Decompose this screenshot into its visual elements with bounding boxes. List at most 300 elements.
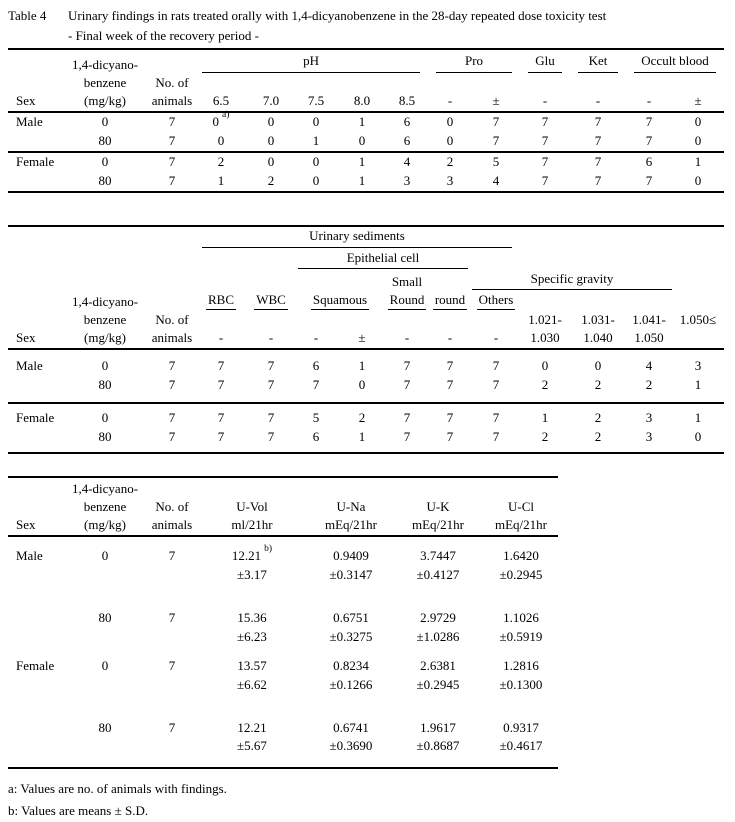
data-cell: 7: [168, 720, 176, 735]
data-cell: ±0.4127: [416, 567, 460, 582]
header-cell: (mg/kg): [60, 517, 150, 536]
data-cell: 7: [312, 377, 320, 392]
data-cell: 1: [694, 377, 702, 392]
header-cell: [150, 292, 194, 312]
data-cell: ±0.4617: [499, 738, 543, 753]
data-cell: 7: [446, 358, 454, 373]
data-cell: 7: [386, 403, 428, 428]
data-cell: [150, 566, 194, 586]
data-cell: 7: [267, 377, 275, 392]
header-cell: Sex: [8, 517, 60, 536]
data-cell: 0: [594, 358, 602, 373]
data-cell: 0: [294, 152, 338, 172]
header-cell: [60, 250, 150, 271]
header-cell: [8, 49, 60, 75]
table-row: [8, 738, 558, 768]
header-cell: [520, 292, 724, 312]
col-header-others: Others: [477, 292, 516, 310]
header-row: [8, 250, 724, 271]
data-cell: 6: [403, 114, 411, 129]
data-cell: 7: [492, 358, 500, 373]
data-cell: [150, 676, 194, 696]
header-cell: [626, 49, 724, 75]
header-cell: 1,4-dicyano-: [71, 481, 139, 496]
data-cell: 0.9409: [333, 548, 369, 563]
data-cell: 7: [168, 548, 176, 563]
header-cell: ±: [472, 93, 520, 112]
header-cell: [150, 226, 194, 250]
data-cell: 3.7447: [420, 548, 456, 563]
header-cell: [8, 250, 60, 271]
data-cell: [60, 628, 150, 648]
data-cell: 7: [428, 403, 472, 428]
data-cell: [150, 738, 194, 768]
data-cell: 7: [150, 403, 194, 428]
data-cell: 7: [492, 429, 500, 444]
col-header-rbc: RBC: [206, 292, 236, 310]
data-cell: 7: [217, 429, 225, 444]
data-cell: 7: [168, 173, 176, 188]
data-cell: ±5.67: [237, 738, 267, 753]
table-row: [8, 608, 558, 628]
data-cell: 2: [338, 403, 386, 428]
data-cell: 1: [520, 403, 570, 428]
data-cell: 3: [626, 403, 672, 428]
data-cell: 0: [267, 114, 275, 129]
data-cell: ±0.5919: [499, 629, 543, 644]
header-cell: [194, 292, 248, 312]
header-cell: [8, 312, 60, 330]
data-cell: 7: [645, 114, 653, 129]
header-cell: -: [428, 93, 472, 112]
header-cell: No. of: [155, 312, 189, 327]
data-cell: [8, 428, 60, 453]
data-cell: 0: [694, 173, 702, 188]
data-cell: 2: [541, 377, 549, 392]
header-cell: [150, 477, 194, 499]
data-cell: 1: [358, 114, 366, 129]
header-cell: [194, 75, 724, 93]
data-cell: 4: [645, 358, 653, 373]
header-row: [8, 226, 724, 250]
header-row: [8, 517, 558, 536]
data-cell: 1: [672, 152, 724, 172]
header-cell: [520, 49, 570, 75]
header-cell: [194, 49, 428, 75]
header-cell: 1.041-: [632, 312, 666, 327]
data-cell: 0: [60, 152, 150, 172]
data-cell: 0: [60, 403, 150, 428]
data-cell: 1.9617: [420, 720, 456, 735]
header-cell: animals: [150, 330, 194, 349]
group-label-ket: Ket: [578, 52, 618, 73]
data-cell: 2: [594, 377, 602, 392]
header-cell: -: [294, 330, 338, 349]
data-cell: 2: [428, 152, 472, 172]
data-cell: 7: [248, 403, 294, 428]
data-cell: 2: [645, 377, 653, 392]
data-cell: [8, 718, 60, 738]
data-cell: 7: [541, 114, 549, 129]
data-cell: 0: [101, 358, 109, 373]
data-cell: 2: [570, 403, 626, 428]
header-cell: [8, 292, 60, 312]
data-cell: 0: [358, 133, 366, 148]
header-cell: Sex: [8, 330, 60, 349]
header-cell: [8, 499, 60, 517]
header-row: [8, 330, 724, 349]
header-cell: [248, 292, 294, 312]
header-row: [8, 292, 724, 312]
header-cell: [60, 226, 150, 250]
data-cell: 2: [267, 173, 275, 188]
data-cell: ±0.3147: [329, 567, 373, 582]
data-cell: ±0.1266: [329, 677, 373, 692]
data-cell: [8, 676, 60, 696]
header-cell: [150, 271, 194, 292]
data-cell: 7: [217, 358, 225, 373]
data-cell: 0: [446, 133, 454, 148]
header-row: [8, 75, 724, 93]
header-cell: ±: [672, 93, 724, 112]
data-cell: 6: [626, 152, 672, 172]
data-cell: ±0.8687: [416, 738, 460, 753]
header-cell: -: [626, 93, 672, 112]
header-cell: [428, 292, 472, 312]
table-urine-electrolytes: [8, 476, 558, 769]
header-cell: [150, 49, 194, 75]
group-label-epithelial-cell: Epithelial cell: [298, 250, 468, 269]
data-cell: 7: [594, 133, 602, 148]
header-cell: (mg/kg): [60, 93, 150, 112]
group-label-glu: Glu: [528, 52, 562, 73]
header-row: [8, 499, 558, 517]
table-caption: [8, 6, 735, 26]
data-cell: Male: [16, 358, 43, 373]
table-row: [8, 172, 724, 192]
data-cell: 0.6741: [333, 720, 369, 735]
data-cell: 7: [168, 114, 176, 129]
header-cell: 7.0: [248, 93, 294, 112]
table-row: [8, 536, 558, 566]
header-cell: [484, 477, 558, 499]
data-cell: 7: [645, 173, 653, 188]
header-cell: [60, 271, 150, 292]
header-row: [8, 49, 724, 75]
data-cell: 2.9729: [420, 610, 456, 625]
header-cell: mEq/21hr: [484, 517, 558, 536]
data-cell: 0: [217, 133, 225, 148]
header-cell: [294, 250, 472, 271]
data-cell: 3: [694, 358, 702, 373]
header-cell: 8.5: [386, 93, 428, 112]
header-cell: [386, 292, 428, 312]
header-cell: 1.021-: [528, 312, 562, 327]
spacer-row: [8, 586, 558, 608]
spacer-cell: [8, 696, 558, 718]
data-cell: 80: [98, 720, 112, 735]
header-cell: [194, 312, 520, 330]
data-cell: 7: [520, 152, 570, 172]
col-header-wbc: WBC: [254, 292, 288, 310]
header-cell: [392, 477, 484, 499]
group-label-ph: pH: [202, 52, 420, 73]
data-cell: 12.21: [237, 720, 267, 735]
data-cell: 0: [446, 114, 454, 129]
header-cell: [8, 477, 60, 499]
header-cell: 1.050≤: [679, 312, 717, 327]
data-cell: 1.1026: [503, 610, 539, 625]
data-cell: Female: [16, 658, 55, 673]
header-cell: benzene: [83, 312, 127, 327]
header-cell: [194, 226, 520, 250]
footnote-marker-b: b): [264, 543, 273, 554]
data-cell: 0: [694, 114, 702, 129]
table-urinalysis: [8, 48, 724, 193]
data-cell: 5: [294, 403, 338, 428]
data-cell: 7: [645, 133, 653, 148]
data-cell: 7: [267, 358, 275, 373]
table-row: [8, 403, 724, 428]
data-cell: [8, 172, 60, 192]
data-cell: Male: [16, 114, 43, 129]
data-cell: 0: [312, 114, 320, 129]
value: 0: [212, 114, 220, 129]
header-cell: No. of: [155, 75, 189, 90]
data-cell: 1.6420: [503, 548, 539, 563]
header-cell: mEq/21hr: [392, 517, 484, 536]
header-cell: Small: [391, 274, 423, 289]
header-cell: [570, 49, 626, 75]
data-cell: [194, 536, 310, 566]
header-cell: mEq/21hr: [310, 517, 392, 536]
header-cell: 1.031-: [581, 312, 615, 327]
table-number: Table 4: [8, 8, 47, 23]
header-cell: U-Vol: [236, 499, 268, 514]
table-row: [8, 648, 558, 676]
data-cell: 80: [98, 610, 112, 625]
data-cell: ±3.17: [237, 567, 267, 582]
header-cell: -: [472, 330, 520, 349]
data-cell: 3: [645, 429, 653, 444]
table-urinary-sediments: [8, 225, 724, 454]
data-cell: 1: [217, 173, 225, 188]
data-cell: 0: [101, 548, 109, 563]
data-cell: Female: [8, 152, 60, 172]
data-cell: 0: [267, 133, 275, 148]
header-cell: animals: [150, 517, 194, 536]
header-cell: -: [386, 330, 428, 349]
header-cell: [520, 250, 724, 271]
header-cell: [428, 271, 472, 292]
header-cell: 1,4-dicyano-: [71, 294, 139, 309]
data-cell: [8, 566, 60, 586]
header-cell: Sex: [8, 93, 60, 112]
header-row: [8, 312, 724, 330]
footnote-marker-a: a): [222, 109, 230, 120]
header-cell: -: [428, 330, 472, 349]
data-cell: [8, 376, 60, 403]
data-cell: 1: [338, 152, 386, 172]
data-cell: 1: [312, 133, 320, 148]
header-row: [8, 477, 558, 499]
col-header-squamous: Squamous: [311, 292, 369, 310]
data-cell: ±0.3275: [329, 629, 373, 644]
data-cell: 15.36: [237, 610, 267, 625]
data-cell: 80: [98, 377, 112, 392]
data-cell: ±6.62: [237, 677, 267, 692]
data-cell: ±6.23: [237, 629, 267, 644]
data-cell: 7: [403, 358, 411, 373]
header-cell: animals: [150, 93, 194, 112]
data-cell: [150, 628, 194, 648]
header-row: [8, 93, 724, 112]
header-cell: [150, 250, 194, 271]
data-cell: 13.57: [237, 658, 267, 673]
header-cell: [428, 49, 520, 75]
data-cell: Male: [16, 548, 43, 563]
header-cell: [8, 226, 60, 250]
data-cell: 7: [403, 377, 411, 392]
data-cell: 6: [312, 358, 320, 373]
group-label-specific-gravity: Specific gravity: [472, 271, 672, 290]
data-cell: 4: [386, 152, 428, 172]
header-cell: [672, 330, 724, 349]
footnote-b: b: Values are means ± S.D.: [8, 803, 149, 818]
group-label-occult-blood: Occult blood: [634, 52, 716, 73]
header-cell: U-Cl: [508, 499, 534, 514]
header-cell: -: [570, 93, 626, 112]
data-cell: [8, 738, 60, 768]
table-row: [8, 112, 724, 132]
data-cell: 2: [541, 429, 549, 444]
header-cell: [8, 75, 60, 93]
header-row: [8, 271, 724, 292]
table-subtitle: - Final week of the recovery period -: [68, 28, 259, 43]
data-cell: 0: [694, 429, 702, 444]
table-row: [8, 566, 558, 586]
header-cell: 6.5: [194, 93, 248, 112]
data-cell: [8, 628, 60, 648]
data-cell: ±0.2945: [416, 677, 460, 692]
header-cell: [194, 477, 310, 499]
data-cell: 7: [492, 133, 500, 148]
data-cell: 0.6751: [333, 610, 369, 625]
header-cell: U-Na: [336, 499, 366, 514]
data-cell: 3: [403, 173, 411, 188]
header-cell: [472, 271, 672, 292]
data-cell: 7: [541, 133, 549, 148]
data-cell: [8, 132, 60, 152]
data-cell: Female: [8, 403, 60, 428]
data-cell: ±0.3690: [329, 738, 373, 753]
table-row: [8, 718, 558, 738]
data-cell: 1: [672, 403, 724, 428]
spacer-row: [8, 696, 558, 718]
data-cell: 1.2816: [503, 658, 539, 673]
data-cell: 0.9317: [503, 720, 539, 735]
data-cell: [8, 608, 60, 628]
data-cell: 6: [312, 429, 320, 444]
data-cell: 80: [98, 429, 112, 444]
header-cell: 1,4-dicyano-: [71, 57, 139, 72]
header-cell: benzene: [83, 75, 127, 90]
data-cell: 7: [446, 377, 454, 392]
data-cell: [60, 676, 150, 696]
data-cell: 7: [168, 377, 176, 392]
header-cell: -: [194, 330, 248, 349]
table-row: [8, 376, 724, 403]
header-cell: ±: [338, 330, 386, 349]
header-cell: benzene: [83, 499, 127, 514]
data-cell: 6: [403, 133, 411, 148]
header-cell: [472, 292, 520, 312]
table-row: [8, 676, 558, 696]
data-cell: 0: [101, 658, 109, 673]
data-cell: 4: [492, 173, 500, 188]
data-cell: 1: [358, 173, 366, 188]
header-cell: [194, 271, 386, 292]
data-cell: 7: [217, 377, 225, 392]
header-cell: ml/21hr: [194, 517, 310, 536]
data-cell: 7: [446, 429, 454, 444]
table-row: [8, 132, 724, 152]
footnotes: [8, 778, 735, 822]
data-cell: 7: [570, 152, 626, 172]
data-cell: 7: [594, 173, 602, 188]
data-cell: 7: [168, 658, 176, 673]
data-cell: ±1.0286: [416, 629, 460, 644]
data-cell: 7: [150, 152, 194, 172]
data-cell: 3: [446, 173, 454, 188]
data-cell: 7: [267, 429, 275, 444]
data-cell: 1: [358, 358, 366, 373]
data-cell: 0: [541, 358, 549, 373]
data-cell: 0: [312, 173, 320, 188]
data-cell: 0: [694, 133, 702, 148]
data-cell: 7: [403, 429, 411, 444]
data-cell: 7: [194, 403, 248, 428]
data-cell: 0.8234: [333, 658, 369, 673]
footnote-a: a: Values are no. of animals with findings.: [8, 781, 227, 796]
header-cell: [310, 477, 392, 499]
data-cell: 2: [194, 152, 248, 172]
table-row: [8, 628, 558, 648]
data-cell: [60, 738, 150, 768]
header-cell: [294, 292, 386, 312]
data-cell: 7: [168, 429, 176, 444]
header-cell: 1.040: [570, 330, 626, 349]
header-cell: 7.5: [294, 93, 338, 112]
data-cell: 7: [472, 403, 520, 428]
header-cell: 8.0: [338, 93, 386, 112]
data-cell: 0: [358, 377, 366, 392]
data-cell: ±0.1300: [499, 677, 543, 692]
value: 12.21: [231, 548, 262, 563]
col-header-round: Round: [388, 292, 427, 310]
data-cell: 7: [594, 114, 602, 129]
data-cell: 2.6381: [420, 658, 456, 673]
data-cell: 7: [492, 114, 500, 129]
header-cell: [194, 250, 294, 271]
header-cell: -: [520, 93, 570, 112]
group-label-pro: Pro: [436, 52, 512, 73]
data-cell: 7: [168, 133, 176, 148]
table-row: [8, 428, 724, 453]
data-cell: 80: [98, 173, 112, 188]
col-header-small-round: round: [433, 292, 467, 310]
data-cell: ±0.2945: [499, 567, 543, 582]
